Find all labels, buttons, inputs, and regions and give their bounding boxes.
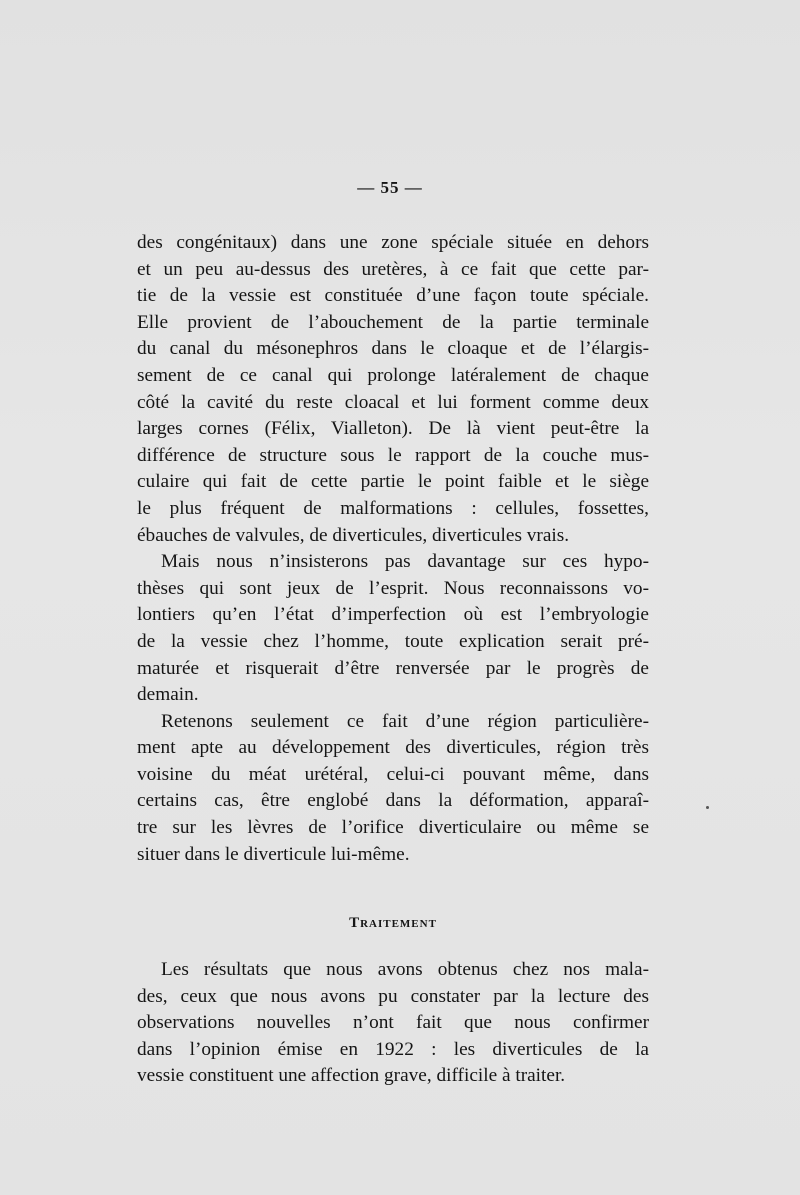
page-number: — 55 — bbox=[357, 178, 423, 197]
text-line: maturée et risquerait d’être renversée par le progrès de bbox=[137, 657, 649, 679]
text-line: ébauches de valvules, de diverticules, diverticules vrais. bbox=[137, 524, 570, 546]
text-line: de la vessie chez l’homme, toute explication serait pré- bbox=[137, 630, 649, 652]
text-line: Mais nous n’insisterons pas davantage sur ces hypo- bbox=[161, 551, 649, 573]
text-line: sement de ce canal qui prolonge latéralement de chaque bbox=[137, 364, 649, 386]
paragraph-2 bbox=[137, 549, 649, 709]
text-line: thèses qui sont jeux de l’esprit. Nous reconnaissons vo- bbox=[137, 577, 649, 599]
paragraph-1 bbox=[137, 230, 649, 549]
scan-speck bbox=[706, 806, 709, 809]
text-line: des congénitaux) dans une zone spéciale située en dehors bbox=[137, 232, 649, 253]
text-line: ment apte au développement des diverticules, région très bbox=[137, 737, 649, 759]
text-line: Retenons seulement ce fait d’une région particulière- bbox=[161, 710, 649, 732]
text-line: vessie constituent une affection grave, difficile à traiter. bbox=[137, 1065, 566, 1087]
text-line: Elle provient de l’abouchement de la partie terminale bbox=[137, 311, 649, 333]
text-line: demain. bbox=[137, 684, 199, 706]
text-line: observations nouvelles n’ont fait que nous confirmer bbox=[137, 1012, 649, 1034]
text-line: larges cornes (Félix, Vialleton). De là vient peut-être la bbox=[137, 418, 649, 440]
text-line: des, ceux que nous avons pu constater par la lecture des bbox=[137, 985, 649, 1007]
section-body-text bbox=[137, 957, 649, 1090]
text-line: le plus fréquent de malformations : cellules, fossettes, bbox=[137, 497, 649, 519]
text-line: lontiers qu’en l’état d’imperfection où est l’embryologie bbox=[137, 604, 649, 626]
text-line: tie de la vessie est constituée d’une façon toute spéciale. bbox=[137, 285, 649, 307]
text-line: situer dans le diverticule lui-même. bbox=[137, 843, 410, 865]
text-line: tre sur les lèvres de l’orifice diverticulaire ou même se bbox=[137, 817, 649, 839]
body-text bbox=[137, 230, 649, 868]
text-line: du canal du mésonephros dans le cloaque et de l’élargis- bbox=[137, 338, 649, 360]
paragraph-3 bbox=[137, 709, 649, 869]
text-line: côté la cavité du reste cloacal et lui forment comme deux bbox=[137, 391, 649, 413]
text-line: voisine du méat urétéral, celui-ci pouvant même, dans bbox=[137, 763, 649, 785]
text-line: Les résultats que nous avons obtenus chez nos mala- bbox=[161, 959, 649, 980]
text-line: et un peu au-dessus des uretères, à ce fait que cette par- bbox=[137, 258, 649, 280]
text-line: certains cas, être englobé dans la déformation, apparaî- bbox=[137, 790, 649, 812]
text-line: culaire qui fait de cette partie le point faible et le siège bbox=[137, 471, 649, 493]
text-line: dans l’opinion émise en 1922 : les diverticules de la bbox=[137, 1038, 649, 1060]
section-heading: Traitement bbox=[349, 915, 437, 931]
text-line: différence de structure sous le rapport de la couche mus- bbox=[137, 444, 649, 466]
paragraph-4 bbox=[137, 957, 649, 1090]
